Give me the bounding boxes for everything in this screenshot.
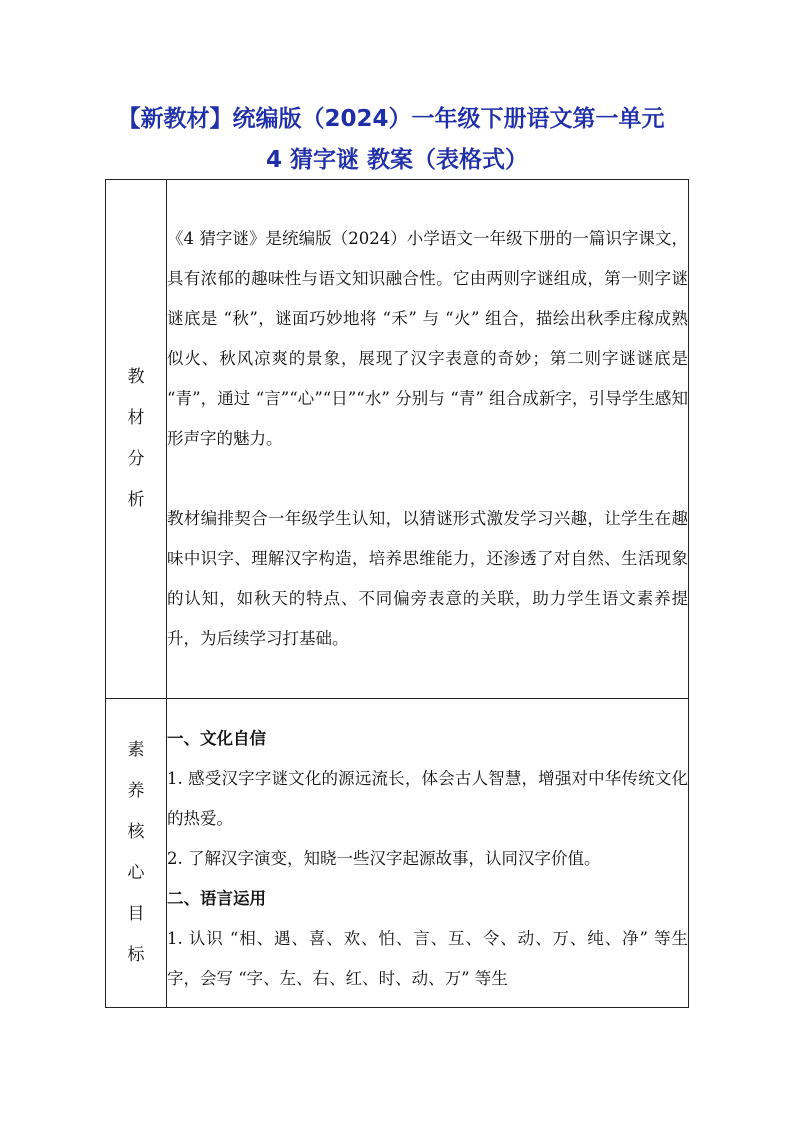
table-row-core-goals bbox=[106, 699, 689, 1008]
document-title-line2: 4 猜字谜 教案（表格式） bbox=[265, 147, 529, 173]
row-label-cell bbox=[106, 699, 167, 1008]
row-label-cell bbox=[106, 180, 167, 699]
analysis-paragraph-1: 《4 猜字谜》是统编版（2024）小学语文一年级下册的一篇识字课文，具有浓郁的趣味性与语文知识融合性。它由两则字谜组成，第一则字谜谜底是 “秋”，谜面巧妙地将 “禾” 与 “火” 组合，描绘出秋季庄稼成熟似火、秋风凉爽的景象，展现了汉字表意的奇妙；第二则字谜谜底是 “青”，通过 “言”“心”“日”“水” 分别与 “青” 组合成新字，引导学生感知形声字的魅力。 bbox=[167, 229, 688, 448]
lesson-plan-table bbox=[105, 179, 689, 1008]
goal-item: 1. 感受汉字字谜文化的源远流长，体会古人智慧，增强对中华传统文化的热爱。 bbox=[167, 769, 688, 828]
document-title-line1: 【新教材】统编版（2024）一年级下册语文第一单元 bbox=[117, 106, 665, 132]
row-content-cell bbox=[167, 699, 689, 1008]
row-label-core-goals: 素养核心目标 bbox=[127, 740, 145, 965]
row-label-textbook-analysis: 教材分析 bbox=[127, 367, 145, 510]
analysis-paragraph-2: 教材编排契合一年级学生认知，以猜谜形式激发学习兴趣，让学生在趣味中识字、理解汉字构造，培养思维能力，还渗透了对自然、生活现象的认知，如秋天的特点、不同偏旁表意的关联，助力学生语文素养提升，为后续学习打基础。 bbox=[167, 509, 688, 648]
goal-heading-cultural-confidence: 一、文化自信 bbox=[167, 729, 266, 748]
goal-item: 1. 认识 “相、遇、喜、欢、怕、言、互、令、动、万、纯、净” 等生字，会写 “字、左、右、红、时、动、万” 等生 bbox=[167, 929, 688, 988]
paragraph-spacer bbox=[167, 459, 688, 499]
goal-item: 2. 了解汉字演变，知晓一些汉字起源故事，认同汉字价值。 bbox=[167, 849, 601, 868]
row-content-cell bbox=[167, 180, 689, 699]
goal-heading-language-use: 二、语言运用 bbox=[167, 889, 266, 908]
table-row-textbook-analysis bbox=[106, 180, 689, 699]
